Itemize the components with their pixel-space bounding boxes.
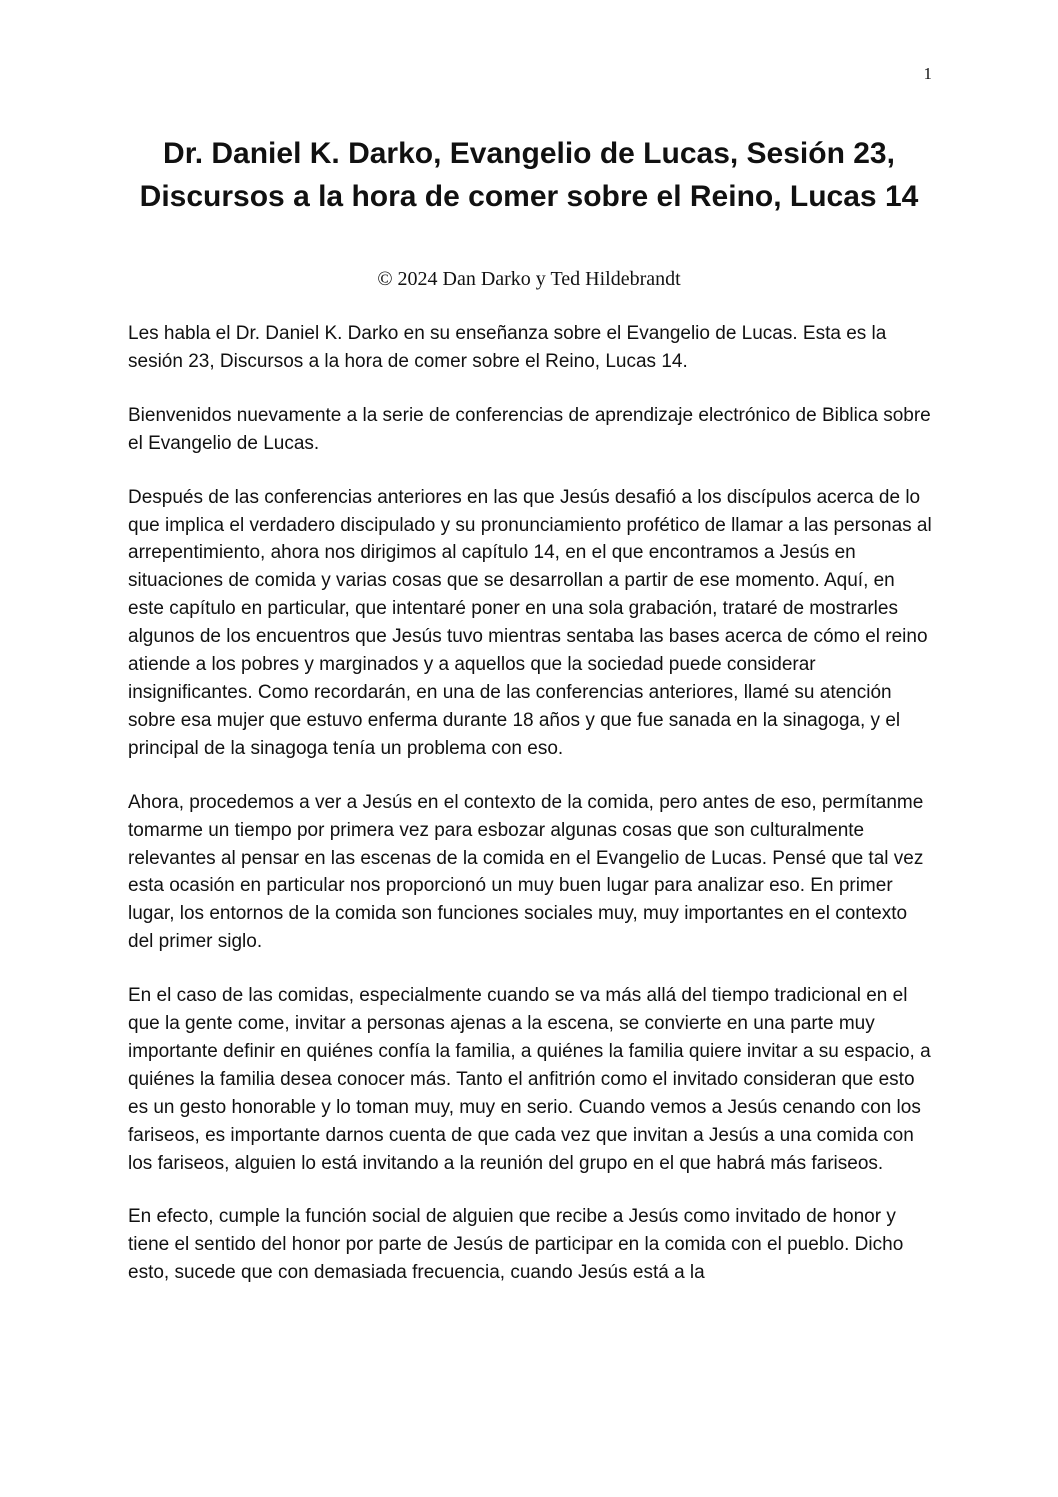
paragraph-meal-invitations: En el caso de las comidas, especialmente cuando se va más allá del tiempo tradicional en el que la gente come, invitar a personas ajenas a la escena, se convierte en una parte muy importante definir en quiénes confía la familia, a quiénes la familia quiere invitar a su espacio, a quiénes la familia desea conocer más. Tanto el anfitrión como el invitado consideran que esto es un gesto honorable y lo toman muy, muy en serio. Cuando vemos a Jesús cenando con los fariseos, es importante darnos cuenta de que cada vez que invitan a Jesús a una comida con los fariseos, alguien lo está invitando a la reunión del grupo en el que habrá más fariseos. [128,985,931,1174]
paragraph-chapter-14: Después de las conferencias anteriores en las que Jesús desafió a los discípulos acerca de lo que implica el verdadero discipulado y su pronunciamiento profético de llamar a las personas al arrepentimiento, ahora nos dirigimos al capítulo 14, en el que encontramos a Jesús en situaciones de comida y varias cosas que se desarrollan a partir de ese momento. Aquí, en este capítulo en particular, que intentaré poner en una sola grabación, trataré de mostrarles algunos de los encuentros que Jesús tuvo mientras sentaba las bases acerca de cómo el reino atiende a los pobres y marginados y a aquellos que la sociedad puede considerar insignificantes. Como recordarán, en una de las conferencias anteriores, llamé su atención sobre esa mujer que estuvo enferma durante 18 años y que fue sanada en la sinagoga, y el principal de la sinagoga tenía un problema con eso. [128,486,932,759]
copyright-line: © 2024 Dan Darko y Ted Hildebrandt [377,268,681,290]
paragraph-meal-context: Ahora, procedemos a ver a Jesús en el contexto de la comida, pero antes de eso, permítanme tomarme un tiempo por primera vez para esbozar algunas cosas que son culturalmente relevantes al pensar en las escenas de la comida en el Evangelio de Lucas. Pensé que tal vez esta ocasión en particular nos proporcionó un muy buen lugar para analizar eso. En primer lugar, los entornos de la comida son funciones sociales muy, muy importantes en el contexto del primer siglo. [128,791,924,953]
document-title: Dr. Daniel K. Darko, Evangelio de Lucas, Sesión 23, Discursos a la hora de comer sobre el Reino, Lucas 14 [139,137,919,213]
paragraph-social-function: En efecto, cumple la función social de alguien que recibe a Jesús como invitado de honor y tiene el sentido del honor por parte de Jesús de participar en la comida con el pueblo. Dicho esto, sucede que con demasiada frecuencia, cuando Jesús está a la [128,1206,904,1284]
paragraph-welcome: Bienvenidos nuevamente a la serie de conferencias de aprendizaje electrónico de Biblica sobre el Evangelio de Lucas. [128,404,931,454]
document-body [128,320,934,1313]
paragraph-intro: Les habla el Dr. Daniel K. Darko en su enseñanza sobre el Evangelio de Lucas. Esta es la sesión 23, Discursos a la hora de comer sobre el Reino, Lucas 14. [128,323,887,372]
page-number: 1 [923,64,932,83]
